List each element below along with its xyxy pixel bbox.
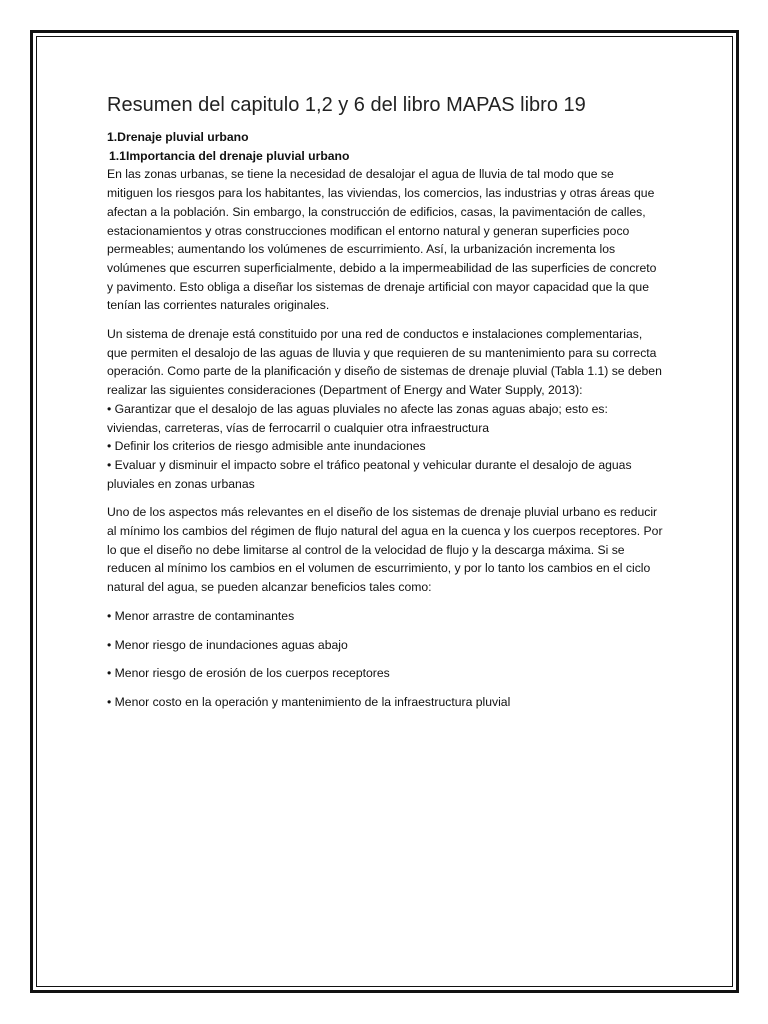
consideration-item: • Evaluar y disminuir el impacto sobre el tráfico peatonal y vehicular durante el desalojo de aguas pluviales en zonas urbanas [107, 457, 632, 491]
benefit-item: • Menor riesgo de inundaciones aguas abajo [107, 637, 348, 652]
subsection-heading: 1.1Importancia del drenaje pluvial urbano [109, 148, 350, 163]
document-title: Resumen del capitulo 1,2 y 6 del libro MAPAS libro 19 [107, 94, 586, 116]
paragraph-intro: En las zonas urbanas, se tiene la necesidad de desalojar el agua de lluvia de tal modo que se mitiguen los riesgos para los habitantes, las viviendas, los comercios, las industrias y otras áreas que afectan a la población. Sin embargo, la construcción de edificios, casas, la pavimentación de calles, estacionamientos y otras construcciones modifican el entorno natural y generan superficies poco permeables; aumentando los volúmenes de escurrimiento. Así, la urbanización incrementa los volúmenes que escurren superficialmente, debido a la impermeabilidad de las superficies de concreto y pavimento. Esto obliga a diseñar los sistemas de drenaje artificial con mayor capacidad que la que tenían las corrientes naturales originales. [107, 167, 657, 313]
consideration-item: • Definir los criterios de riesgo admisible ante inundaciones [107, 439, 426, 454]
section-heading: 1.Drenaje pluvial urbano [107, 130, 249, 144]
consideration-item: • Garantizar que el desalojo de las aguas pluviales no afecte las zonas aguas abajo; esto es: viviendas, carreteras, vías de ferrocarril o cualquier otra infraestructura [107, 401, 608, 435]
document-body [107, 92, 663, 722]
benefit-item: • Menor arrastre de contaminantes [107, 608, 295, 623]
benefit-item: • Menor riesgo de erosión de los cuerpos receptores [107, 666, 390, 681]
paragraph-drainage-system: Un sistema de drenaje está constituido por una red de conductos e instalaciones complementarias, que permiten el desalojo de las aguas de lluvia y que requieren de su mantenimiento para su correcta operación. Como parte de la planificación y diseño de sistemas de drenaje pluvial (Tabla 1.1) se deben realizar las siguientes consideraciones (Department of Energy and Water Supply, 2013): [107, 327, 662, 398]
paragraph-design-aspects: Uno de los aspectos más relevantes en el diseño de los sistemas de drenaje pluvial urbano es reducir al mínimo los cambios del régimen de flujo natural del agua en la cuenca y los cuerpos receptores. Por lo que el diseño no debe limitarse al control de la velocidad de flujo y la descarga máxima. Si se reducen al mínimo los cambios en el volumen de escurrimiento, y por lo tanto los cambios en el ciclo natural del agua, se pueden alcanzar beneficios tales como: [107, 505, 663, 595]
benefit-item: • Menor costo en la operación y mantenimiento de la infraestructura pluvial [107, 694, 511, 709]
